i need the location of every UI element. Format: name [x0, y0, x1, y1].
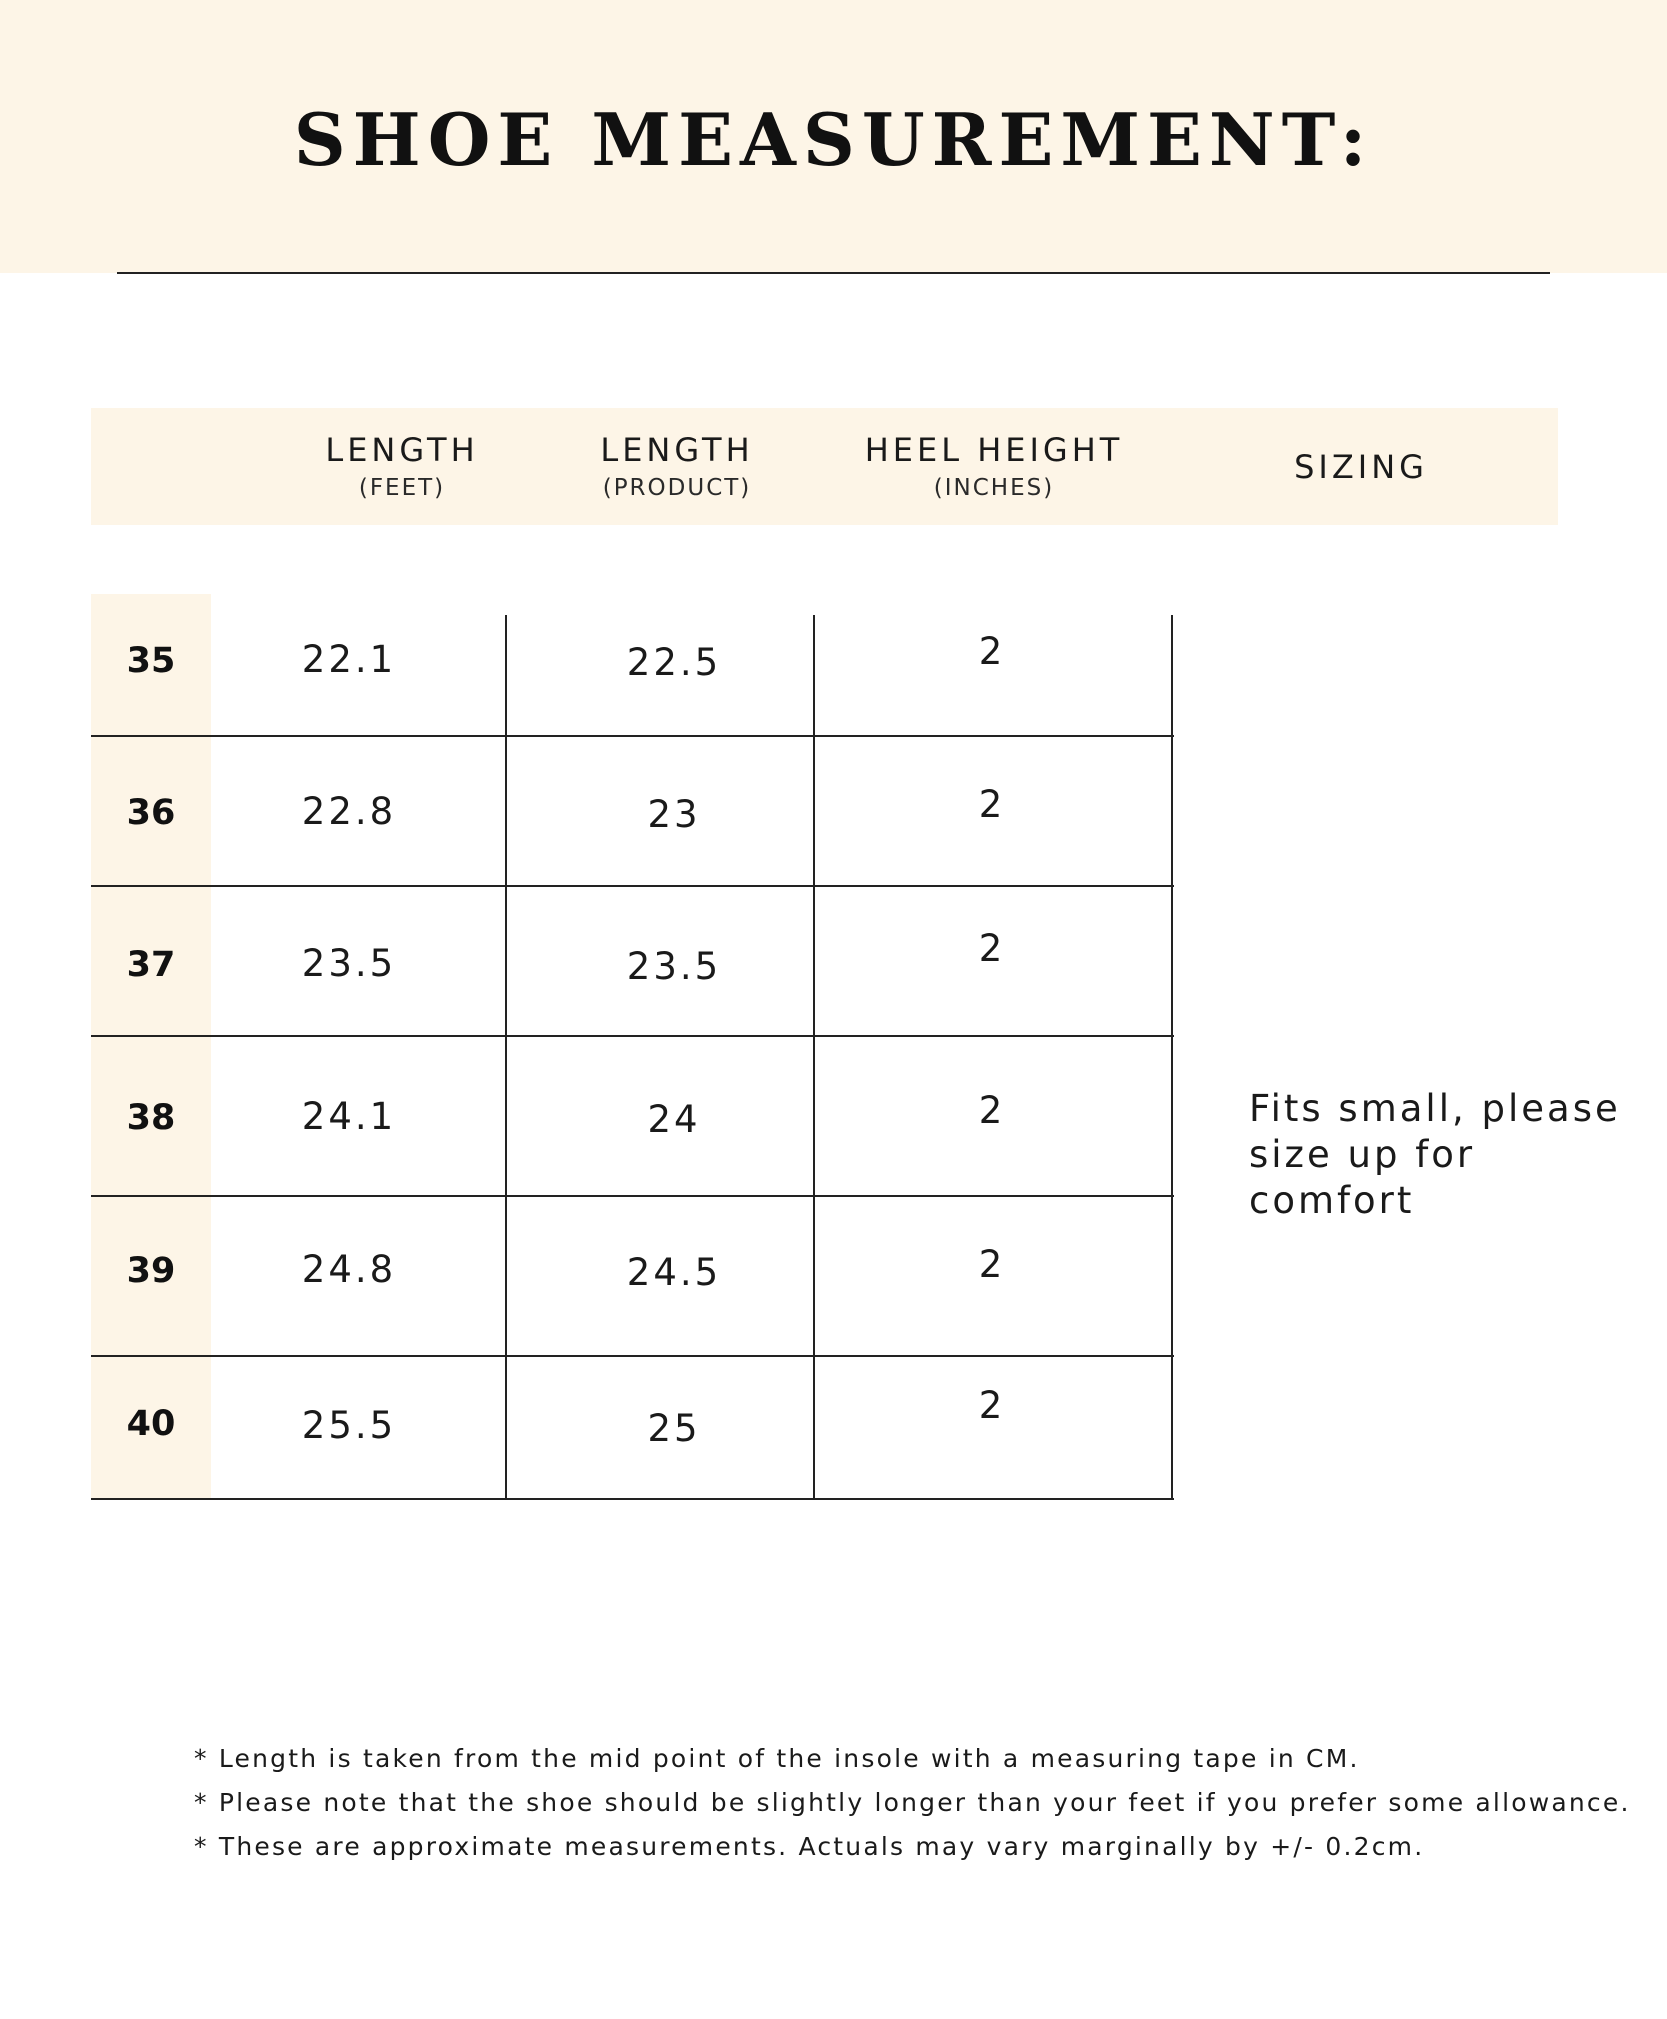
row-divider [91, 1035, 1174, 1037]
length-product-cell: 24 [647, 1098, 701, 1141]
length-product-cell: 23.5 [626, 945, 722, 988]
length-feet-cell: 23.5 [301, 942, 397, 985]
title-divider [117, 272, 1550, 274]
heel-height-cell: 2 [978, 1089, 1006, 1132]
column-header-label: LENGTH [325, 430, 479, 469]
column-header-length-feet [252, 408, 552, 525]
heel-height-cell: 2 [978, 783, 1006, 826]
page-title: SHOE MEASUREMENT: [293, 97, 1374, 182]
length-product-cell: 23 [647, 793, 701, 836]
heel-height-cell: 2 [978, 630, 1006, 673]
size-label: 37 [126, 945, 176, 985]
sizing-note-line: Fits small, please [1249, 1087, 1621, 1130]
table-bottom-rule [91, 1498, 1174, 1500]
footnote: * Length is taken from the mid point of the insole with a measuring tape in CM. [194, 1744, 1360, 1773]
table-header [91, 408, 1558, 525]
column-header-unit: (FEET) [358, 474, 446, 501]
row-divider [91, 735, 1174, 737]
heel-height-cell: 2 [978, 1384, 1006, 1427]
sizing-note [1249, 1086, 1649, 1224]
sizing-note-line: size up for comfort [1249, 1133, 1476, 1222]
footnote: * Please note that the shoe should be slightly longer than your feet if you prefer some allowance. [194, 1788, 1631, 1817]
size-label: 38 [126, 1098, 176, 1138]
column-divider [505, 615, 507, 1500]
column-header-length-product [527, 408, 827, 525]
column-header-heel-height [844, 408, 1144, 525]
heel-height-cell: 2 [978, 927, 1006, 970]
size-label: 36 [126, 793, 176, 833]
heel-height-cell: 2 [978, 1243, 1006, 1286]
size-label: 40 [126, 1404, 176, 1444]
column-header-sizing [1211, 408, 1511, 525]
footnotes [194, 1737, 1631, 1869]
row-divider [91, 885, 1174, 887]
column-header-unit: (INCHES) [933, 474, 1055, 501]
column-header-unit: (PRODUCT) [602, 474, 752, 501]
column-header-label: LENGTH [600, 430, 754, 469]
length-product-cell: 22.5 [626, 641, 722, 684]
length-product-cell: 24.5 [626, 1251, 722, 1294]
row-divider [91, 1355, 1174, 1357]
length-feet-cell: 24.8 [301, 1248, 397, 1291]
length-feet-cell: 22.8 [301, 790, 397, 833]
column-divider [1171, 615, 1173, 1500]
column-divider [813, 615, 815, 1500]
column-header-label: HEEL HEIGHT [864, 430, 1124, 469]
column-header-label: SIZING [1294, 447, 1428, 486]
length-feet-cell: 22.1 [301, 638, 397, 681]
length-feet-cell: 25.5 [301, 1404, 397, 1447]
length-product-cell: 25 [647, 1407, 701, 1450]
size-label: 35 [126, 641, 176, 681]
length-feet-cell: 24.1 [301, 1095, 397, 1138]
footnote: * These are approximate measurements. Actuals may vary marginally by +/- 0.2cm. [194, 1832, 1425, 1861]
row-divider [91, 1195, 1174, 1197]
size-column-band [91, 594, 211, 1499]
size-label: 39 [126, 1251, 176, 1291]
